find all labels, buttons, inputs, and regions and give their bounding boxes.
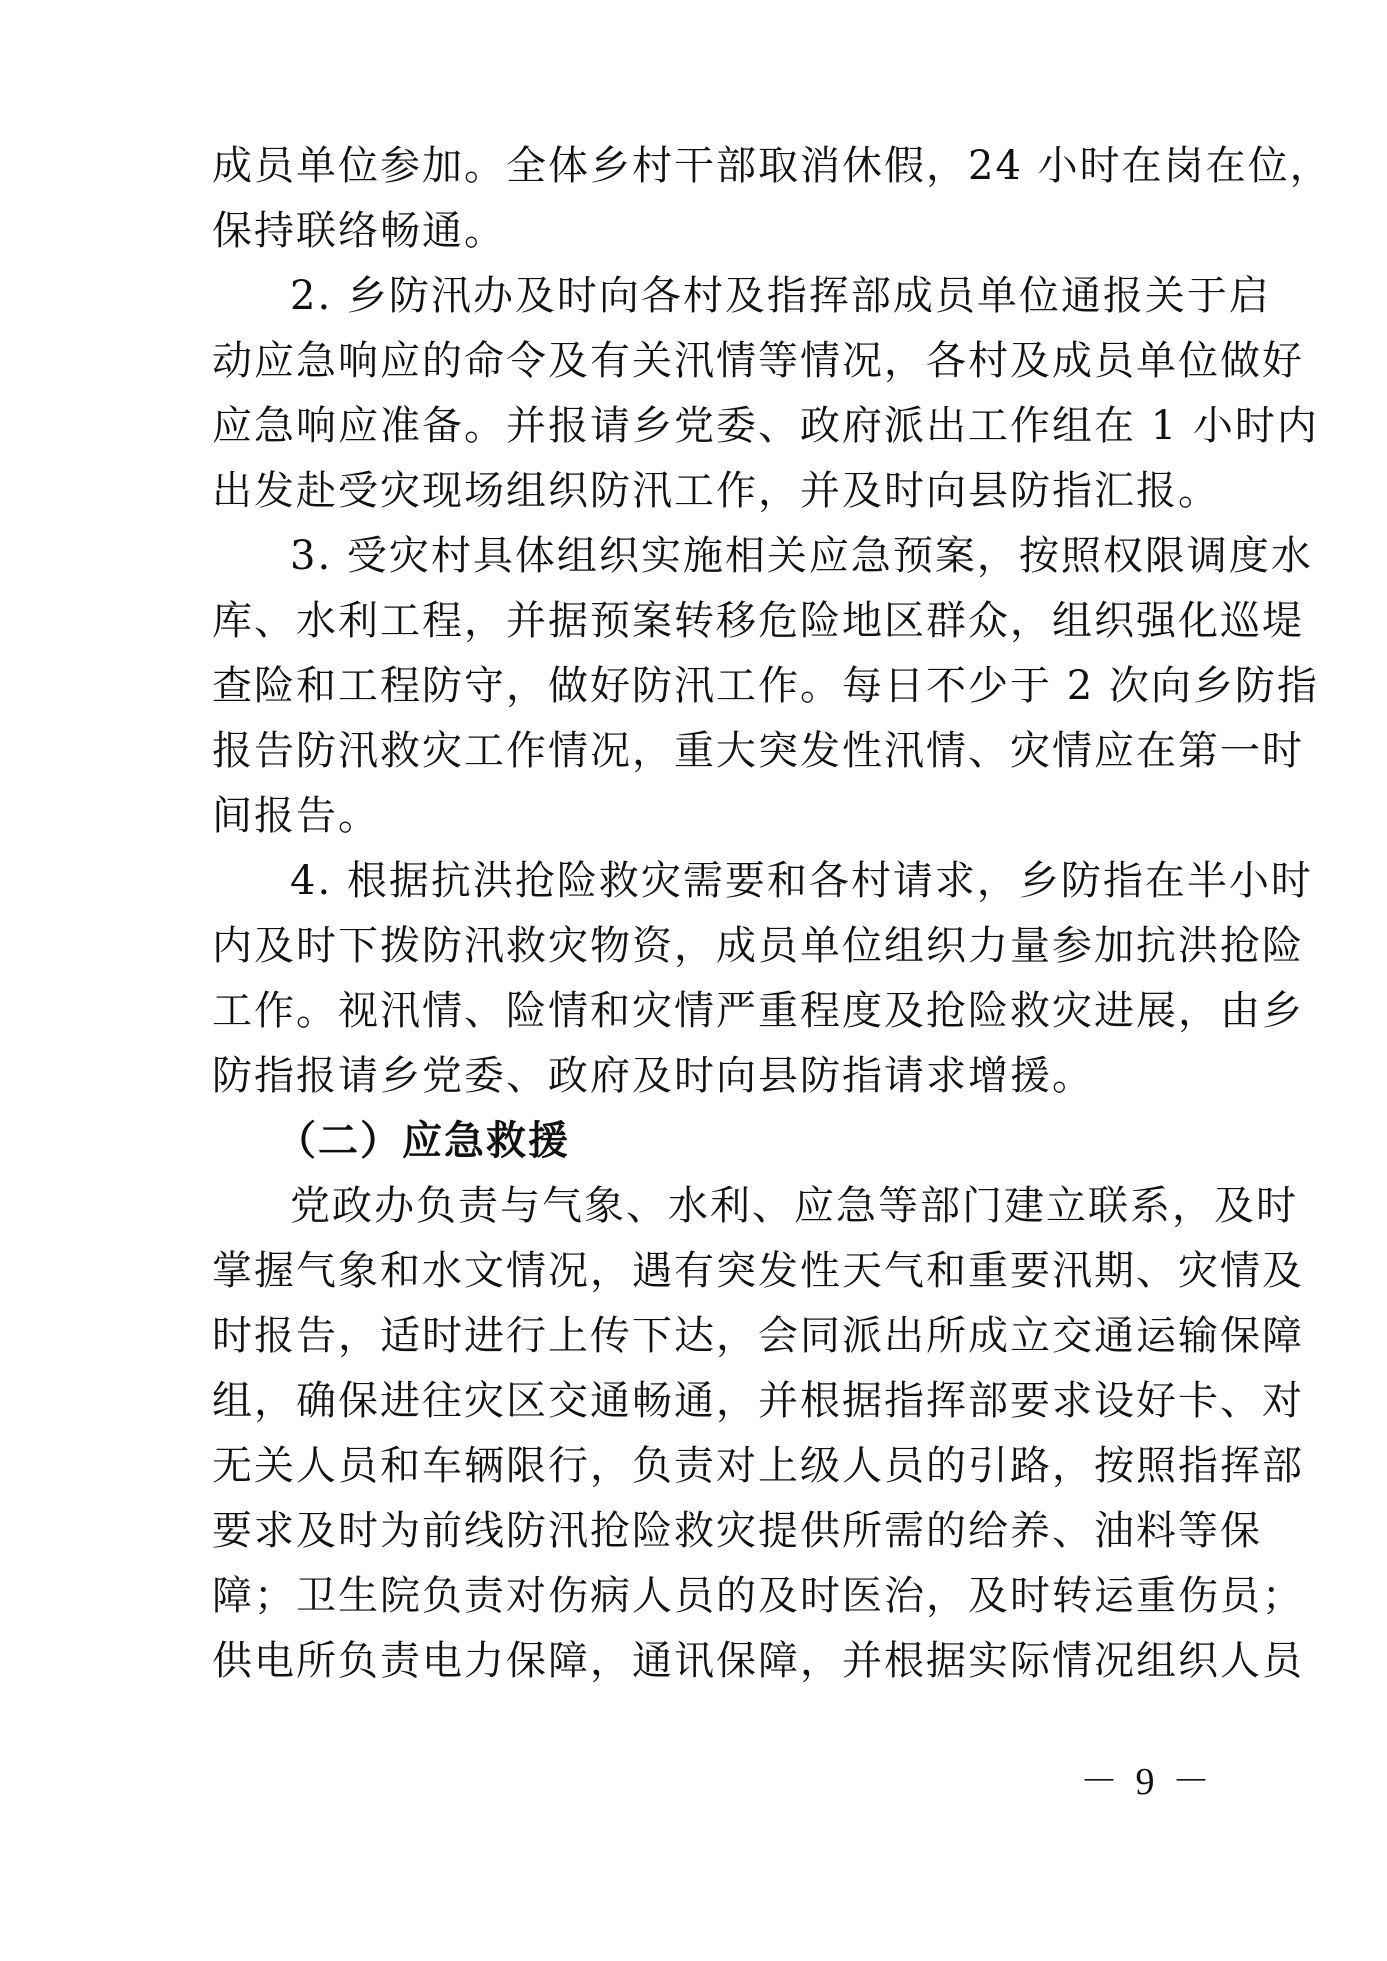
text-line: 障；卫生院负责对伤病人员的及时医治，及时转运重伤员； [212,1573,1304,1619]
section-heading: （二）应急救援 [276,1118,570,1164]
text-line: 报告防汛救灾工作情况，重大突发性汛情、灾情应在第一时 [212,728,1304,774]
text-line: 内及时下拨防汛救灾物资，成员单位组织力量参加抗洪抢险 [212,923,1304,969]
text-line: 3. 受灾村具体组织实施相关应急预案，按照权限调度水 [290,533,1313,579]
text-line: 动应急响应的命令及有关汛情等情况，各村及成员单位做好 [212,338,1304,384]
text-line: 2. 乡防汛办及时向各村及指挥部成员单位通报关于启 [290,273,1271,319]
page-number: － 9 － [1080,1761,1215,1803]
text-line: 工作。视汛情、险情和灾情严重程度及抢险救灾进展，由乡 [212,988,1304,1034]
text-line: 掌握气象和水文情况，遇有突发性天气和重要汛期、灾情及 [212,1248,1304,1294]
text-line: 组，确保进往灾区交通畅通，并根据指挥部要求设好卡、对 [212,1378,1304,1424]
text-line: 无关人员和车辆限行，负责对上级人员的引路，按照指挥部 [212,1443,1304,1489]
text-line: 保持联络畅通。 [212,208,506,254]
text-line: 防指报请乡党委、政府及时向县防指请求增援。 [212,1053,1094,1099]
text-line: 4. 根据抗洪抢险救灾需要和各村请求，乡防指在半小时 [290,858,1313,904]
text-line: 查险和工程防守，做好防汛工作。每日不少于 2 次向乡防指 [212,663,1319,709]
text-line: 成员单位参加。全体乡村干部取消休假，24 小时在岗在位， [212,143,1332,189]
text-line: 供电所负责电力保障，通讯保障，并根据实际情况组织人员 [212,1638,1304,1684]
text-line: 时报告，适时进行上传下达，会同派出所成立交通运输保障 [212,1313,1304,1359]
text-line: 间报告。 [212,793,380,839]
text-line: 党政办负责与气象、水利、应急等部门建立联系，及时 [290,1183,1298,1229]
text-line: 库、水利工程，并据预案转移危险地区群众，组织强化巡堤 [212,598,1304,644]
text-line: 应急响应准备。并报请乡党委、政府派出工作组在 1 小时内 [212,403,1319,449]
text-line: 要求及时为前线防汛抢险救灾提供所需的给养、油料等保 [212,1508,1262,1554]
text-line: 出发赴受灾现场组织防汛工作，并及时向县防指汇报。 [212,468,1220,514]
